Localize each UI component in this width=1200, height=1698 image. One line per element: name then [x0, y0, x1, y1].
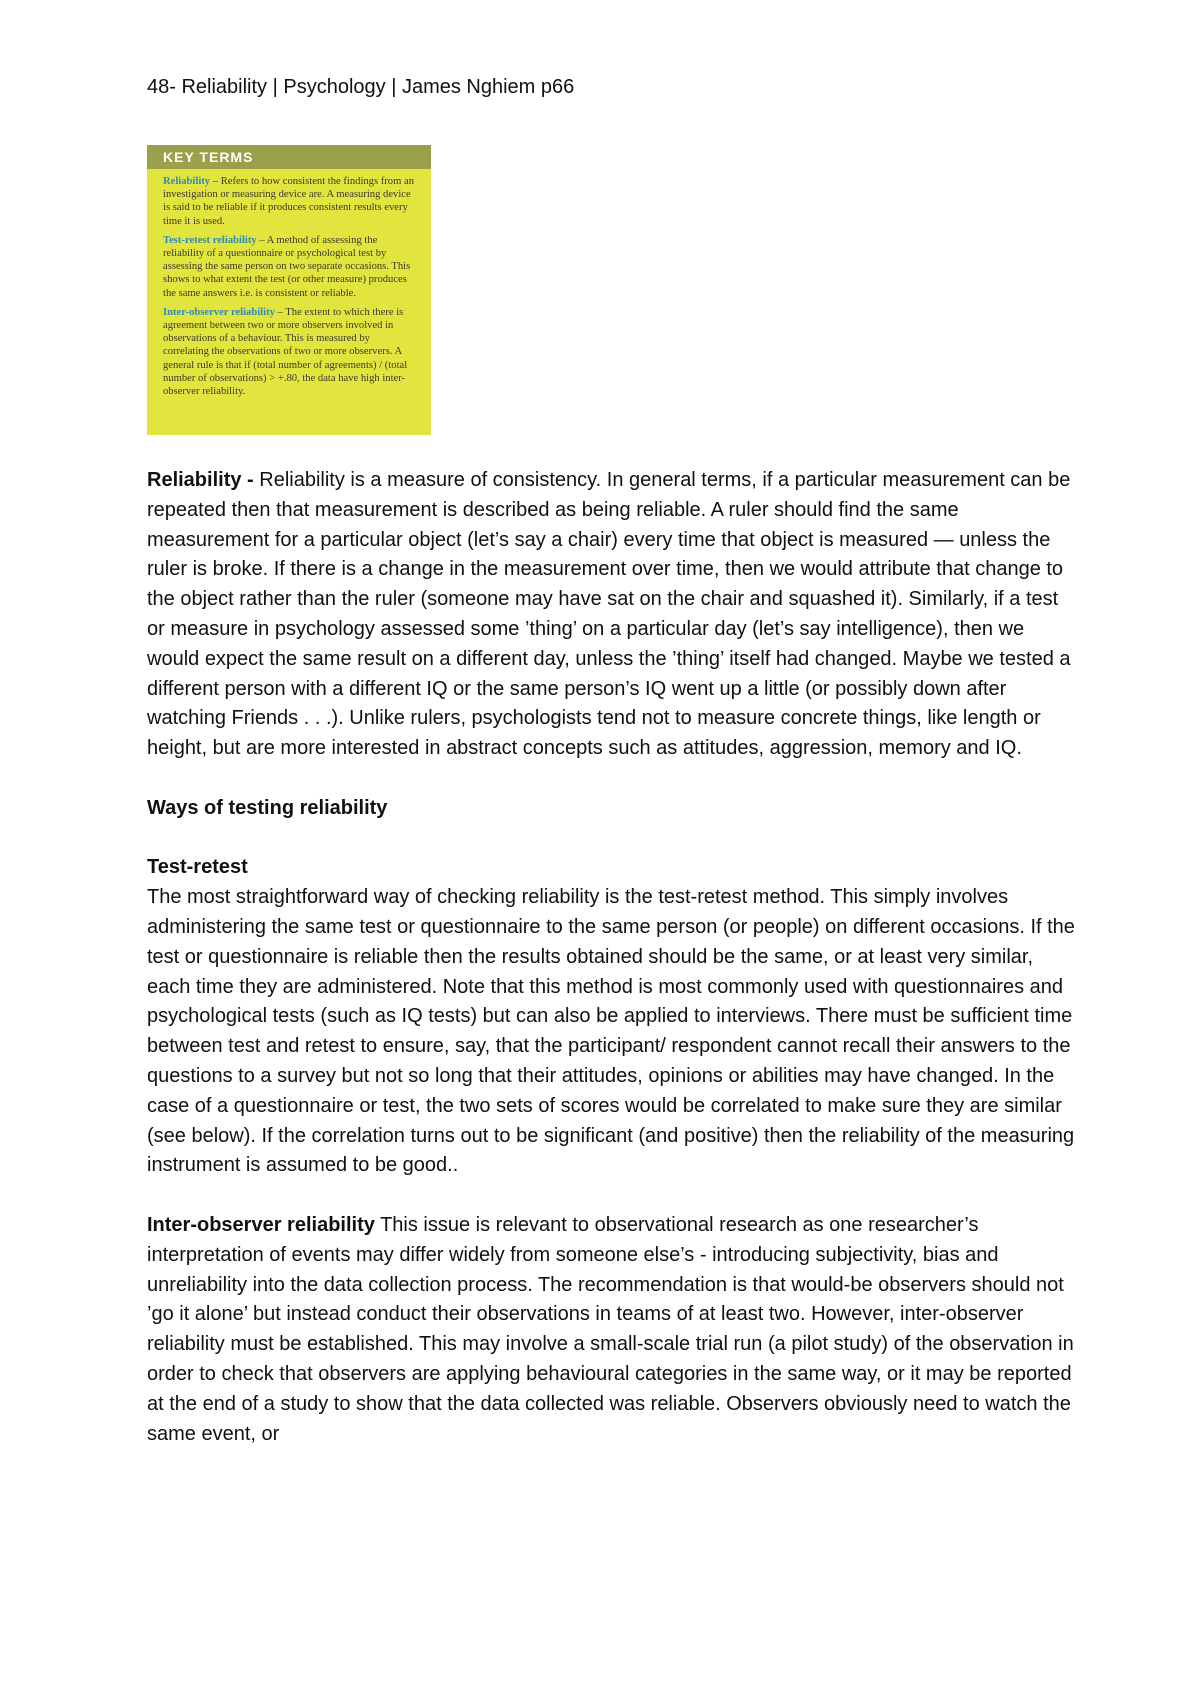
ways-heading: Ways of testing reliability — [147, 796, 388, 819]
inter-observer-label: Inter-observer reliability — [147, 1213, 375, 1236]
inter-observer-paragraph — [147, 1211, 1077, 1449]
key-term-inter-observer — [163, 306, 417, 398]
reliability-paragraph — [147, 466, 1077, 764]
test-retest-paragraph: The most straightforward way of checking reliability is the test-retest method. This simply involves administering the same test or questionnaire to the same person (or people) on different occasions. If the test or questionnaire is reliable then the results obtained should be the same, or at least very similar, each time they are administered. Note that this method is most commonly used with questionnaires and psychological tests (such as IQ tests) but can also be applied to interviews. There must be sufficient time between test and retest to ensure, say, that the participant/ respondent cannot recall their answers to the questions to a survey but not so long that their attitudes, opinions or abilities may have changed. In the case of a questionnaire or test, the two sets of scores would be correlated to make sure they are similar (see below). If the correlation turns out to be significant (and positive) then the reliability of the measuring instrument is assumed to be good.. — [147, 886, 1075, 1177]
reliability-label: Reliability - — [147, 469, 260, 491]
key-term-definition: – Refers to how consistent the findings from an investigation or measuring device are. A measuring device is said to be reliable if it produces consistent results every time it is used. — [163, 176, 414, 227]
key-terms-title: KEY TERMS — [147, 145, 431, 169]
page-header: 48- Reliability | Psychology | James Nghiem p66 — [147, 76, 575, 98]
key-term-reliability — [163, 175, 417, 228]
key-term-definition: – A method of assessing the reliability of a questionnaire or psychological test by assessing the same person on two separate occasions. This shows to what extent the test (or other measure) produces the same answers i.e. is consistent or reliable. — [163, 234, 411, 299]
inter-observer-text: This issue is relevant to observational research as one researcher’s interpretation of events may differ widely from someone else’s - introducing subjectivity, bias and unreliability into the data collection process. The recommendation is that would-be observers should not ’go it alone’ but instead conduct their observations in teams of at least two. However, inter-observer reliability must be established. This may involve a small-scale trial run (a pilot study) of the observation in order to check that observers are applying behavioural categories in the same way, or it may be reported at the end of a study to show that the data collected was reliable. Observers obviously need to watch the same event, or — [147, 1213, 1074, 1445]
key-term-name: Reliability — [163, 176, 211, 187]
key-term-name: Inter-observer reliability — [163, 306, 275, 318]
test-retest-heading: Test-retest — [147, 856, 248, 879]
key-term-test-retest — [163, 234, 417, 300]
key-terms-box — [147, 145, 431, 435]
document-body — [147, 466, 1077, 1449]
key-term-definition: – The extent to which there is agreement between two or more observers involved in observations of a behaviour. This is measured by correlating the observations of two or more observers. A general rule is that if (total number of agreements) / (total number of observations) > +.80, the data have high inter-observer reliability. — [163, 306, 408, 398]
key-term-name: Test-retest reliability — [163, 234, 257, 246]
reliability-text: Reliability is a measure of consistency. In general terms, if a particular measurement can be repeated then that measurement is described as being reliable. A ruler should find the same measurement for a particular object (let’s say a chair) every time that object is measured — unless the ruler is broke. If there is a change in the measurement over time, then we would attribute that change to the object rather than the ruler (someone may have sat on the chair and squashed it). Similarly, if a test or measure in psychology assessed some ’thing’ on a particular day (let’s say intelligence), then we would expect the same result on a different day, unless the ’thing’ itself had changed. Maybe we tested a different person with a different IQ or the same person’s IQ went up a little (or possibly down after watching Friends . . .). Unlike rulers, psychologists tend not to measure concrete things, like length or height, but are more interested in abstract concepts such as attitudes, aggression, memory and IQ. — [147, 469, 1071, 760]
